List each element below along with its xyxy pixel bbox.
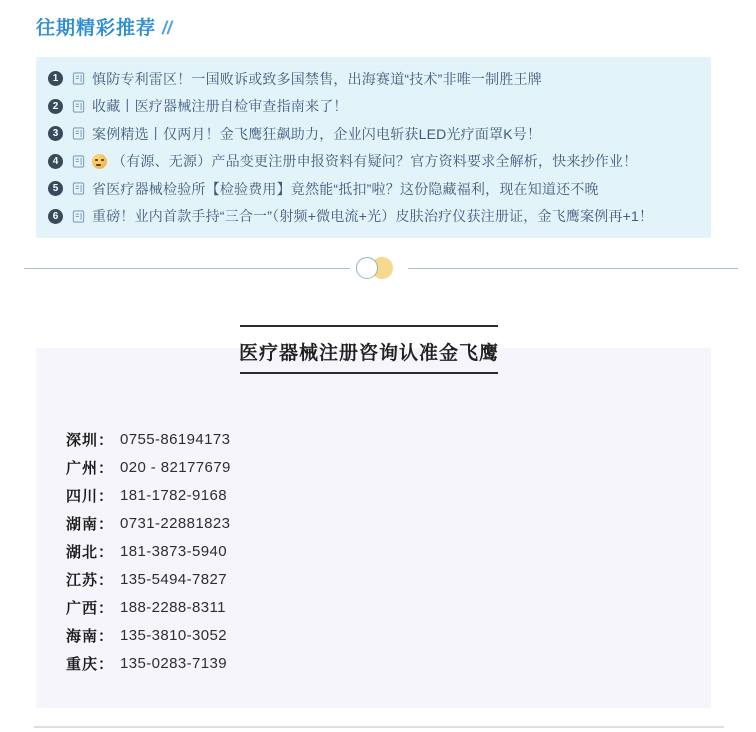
contact-region-label: 江苏： xyxy=(66,571,115,589)
contact-phone-number: 181-1782-9168 xyxy=(120,486,227,504)
contact-region-label: 四川： xyxy=(66,487,115,505)
recommendation-link-3[interactable] xyxy=(36,120,711,148)
contact-phone-number: 020 - 82177679 xyxy=(120,458,231,476)
title-rule-top xyxy=(240,325,498,327)
contact-row-hainan xyxy=(66,621,231,649)
contact-region-label: 重庆： xyxy=(66,655,115,673)
contact-row-jiangsu xyxy=(66,565,231,593)
recommendation-title: 案例精选丨仅两月！金飞鹰狂飙助力，企业闪电斩获LED光疗面罩K号！ xyxy=(92,125,542,142)
document-icon xyxy=(72,210,85,223)
number-badge: 6 xyxy=(48,209,63,224)
recommendation-title: （有源、无源）产品变更注册申报资料有疑问？官方资料要求全解析，快来抄作业！ xyxy=(112,153,638,170)
number-badge: 2 xyxy=(48,99,63,114)
section-header-title: 往期精彩推荐 xyxy=(36,18,157,39)
contact-phone-number: 135-3810-3052 xyxy=(120,626,227,644)
contact-row-hunan xyxy=(66,509,231,537)
header-slashes-decoration: // xyxy=(162,18,173,38)
recommendation-link-5[interactable] xyxy=(36,175,711,203)
divider-line-right xyxy=(408,268,738,269)
contact-region-label: 广州： xyxy=(66,459,115,477)
contact-list xyxy=(66,425,231,677)
document-icon xyxy=(72,182,85,195)
thinking-face-emoji xyxy=(92,154,107,169)
document-icon xyxy=(72,72,85,85)
number-badge: 5 xyxy=(48,181,63,196)
contact-region-label: 湖南： xyxy=(66,515,115,533)
recommendation-title: 收藏丨医疗器械注册自检审查指南来了！ xyxy=(92,98,348,115)
recommendation-title: 重磅！业内首款手持“三合一”（射频+微电流+光）皮肤治疗仪获注册证，金飞鹰案例再+1！ xyxy=(92,208,654,225)
recommendation-title: 省医疗器械检验所【检验费用】竟然能“抵扣”啦？这份隐藏福利，现在知道还不晚 xyxy=(92,180,599,197)
number-badge: 3 xyxy=(48,126,63,141)
contact-row-guangzhou xyxy=(66,453,231,481)
contact-region-label: 海南： xyxy=(66,627,115,645)
contact-phone-number: 135-0283-7139 xyxy=(120,654,227,672)
contact-panel xyxy=(36,348,711,708)
contact-row-hubei xyxy=(66,537,231,565)
recommendation-link-6[interactable] xyxy=(36,203,711,231)
recommendations-panel xyxy=(36,57,711,238)
contact-row-guangxi xyxy=(66,593,231,621)
document-icon xyxy=(72,127,85,140)
section-header xyxy=(36,13,172,40)
recommendation-title: 慎防专利雷区！一国败诉或致多国禁售，出海赛道“技术”非唯一制胜王牌 xyxy=(92,70,542,87)
contact-phone-number: 188-2288-8311 xyxy=(120,598,226,616)
contact-phone-number: 135-5494-7827 xyxy=(120,570,227,588)
document-icon xyxy=(72,155,85,168)
contact-phone-number: 0755-86194173 xyxy=(120,430,231,448)
document-icon xyxy=(72,100,85,113)
recommendation-link-1[interactable] xyxy=(36,65,711,93)
contact-row-sichuan xyxy=(66,481,231,509)
number-badge: 4 xyxy=(48,154,63,169)
bottom-divider xyxy=(34,726,724,728)
contact-phone-number: 181-3873-5940 xyxy=(120,542,227,560)
divider-line-left xyxy=(24,268,350,269)
recommendation-link-2[interactable] xyxy=(36,93,711,121)
contact-region-label: 湖北： xyxy=(66,543,115,561)
number-badge: 1 xyxy=(48,71,63,86)
contact-row-chongqing xyxy=(66,649,231,677)
contact-region-label: 广西： xyxy=(66,599,115,617)
title-rule-bottom xyxy=(240,372,498,374)
divider-white-circle-icon xyxy=(356,257,378,279)
contact-phone-number: 0731-22881823 xyxy=(120,514,231,532)
recommendation-link-4[interactable] xyxy=(36,148,711,176)
contact-region-label: 深圳： xyxy=(66,431,115,449)
contact-row-shenzhen xyxy=(66,425,231,453)
contact-section-title: 医疗器械注册咨询认准金飞鹰 xyxy=(238,343,499,364)
